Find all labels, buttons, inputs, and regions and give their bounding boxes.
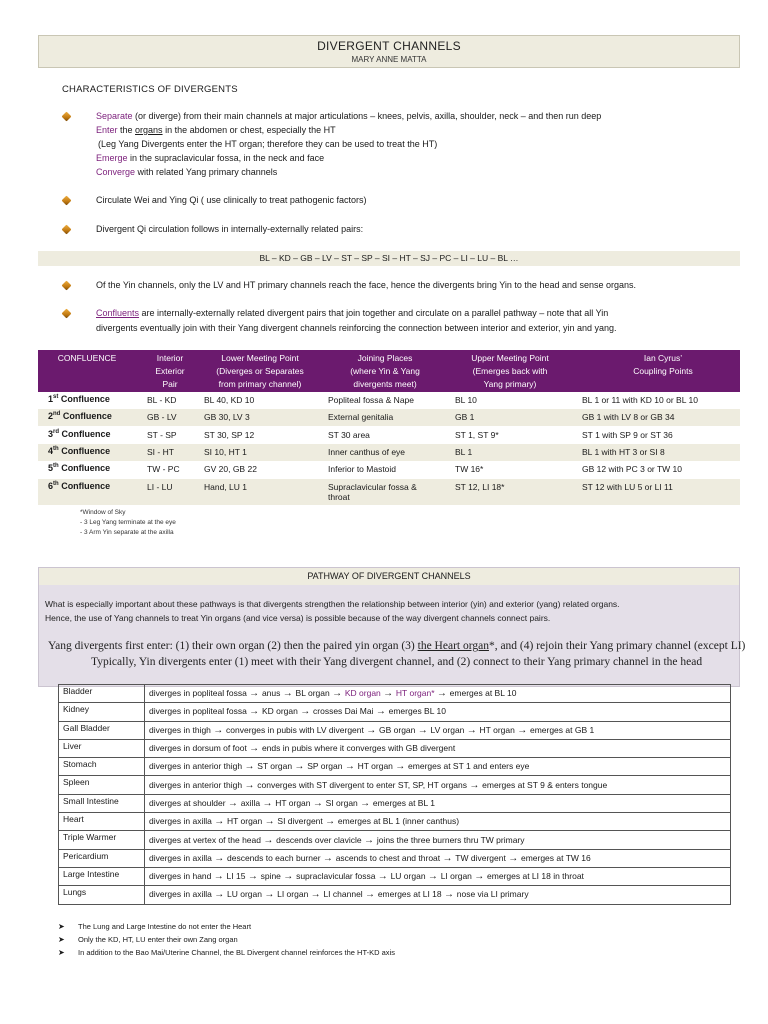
confluence-label <box>48 411 112 421</box>
bullet-icon <box>62 309 72 319</box>
page-title: DIVERGENT CHANNELS <box>317 39 461 53</box>
confluence-lower: BL 40, KD 10 <box>204 395 255 405</box>
header-coupling <box>598 352 728 378</box>
channel-pathway <box>145 867 731 885</box>
arrow-right-icon: → <box>213 724 227 736</box>
pathway-step: descends over clavicle <box>276 834 365 845</box>
confluence-ordinal: th <box>53 463 59 470</box>
confluence-number: 1 <box>48 394 54 404</box>
bullet-icon <box>62 225 72 235</box>
channel-name: Kidney <box>59 703 145 721</box>
arrow-right-icon: → <box>366 724 379 736</box>
confluence-ordinal: nd <box>53 411 61 418</box>
bullet-icon <box>62 112 72 122</box>
pathway-step: supraclavicular fossa <box>296 871 378 882</box>
arrow-right-icon: → <box>249 688 262 700</box>
confluence-pair: GB - LV <box>147 412 177 423</box>
footer-note-1 <box>58 922 251 931</box>
confluence-joining: External genitalia <box>328 412 394 423</box>
pathway-step: SI divergent <box>277 816 326 827</box>
header-lower-line1: Lower Meeting Point <box>221 353 299 363</box>
confluents-term: Confluents <box>96 308 140 318</box>
channel-row <box>59 813 731 831</box>
arrow-right-icon: → <box>360 797 373 809</box>
arrow-right-icon: → <box>474 871 488 883</box>
pathway-paragraph-1: What is especially important about these pathways is that divergents strengthen the relationship between interior (yin) and exterior (yang) related organs. <box>45 599 620 609</box>
pathway-step: diverges in dorsum of foot <box>149 743 250 754</box>
pathway-step: LI channel <box>323 889 366 900</box>
pathway-step: emerges BL 10 <box>388 706 446 717</box>
pathway-step: ends in pubis where it converges with GB divergent <box>261 743 456 754</box>
arrow-right-icon: → <box>213 871 227 883</box>
channel-pathway <box>145 831 731 849</box>
channel-name: Pericardium <box>59 849 145 867</box>
pathway-step: nose via LI primary <box>456 889 529 900</box>
yang-statement-a: Yang divergents first enter: (1) their own organ (2) then the paired yin organ (3) <box>48 640 418 652</box>
pathway-step: diverges in thigh <box>149 724 214 735</box>
channel-row <box>59 721 731 739</box>
header-pair <box>136 352 204 391</box>
confluence-label <box>48 394 110 404</box>
footer-text-2: Only the KD, HT, LU enter their own Zang organ <box>78 935 238 944</box>
chevron-icon: ➤ <box>58 922 65 931</box>
confluence-word: Confluence <box>58 394 110 404</box>
separate-term: Separate <box>96 111 133 121</box>
header-upper-line1: Upper Meeting Point <box>471 353 549 363</box>
channel-row <box>59 776 731 794</box>
arrow-right-icon: → <box>283 871 297 883</box>
pathway-step: emerges at BL 1 <box>372 797 435 808</box>
channel-name: Liver <box>59 739 145 757</box>
confluence-word: Confluence <box>58 445 111 456</box>
confluents-text: are internally-externally related divergent pairs that join together and circulate on a parallel pathway – note that all Yin <box>139 308 609 318</box>
confluence-upper: ST 1, ST 9* <box>455 429 499 440</box>
pathway-step: diverges in axilla <box>149 889 215 900</box>
arrow-right-icon: → <box>365 889 378 901</box>
pathway-paragraph-2: Hence, the use of Yang channels to treat Yin organs (and vice versa) is possible because of the way divergent channels connect pairs. <box>45 613 551 623</box>
confluence-joining: ST 30 area <box>328 429 370 440</box>
confluence-number: 5 <box>48 463 54 474</box>
arrow-right-icon: → <box>244 761 258 773</box>
arrow-right-icon: → <box>517 724 530 736</box>
confluents-line <box>96 308 608 318</box>
channel-row <box>59 758 731 776</box>
header-pair-line3: Pair <box>162 379 178 389</box>
confluence-table-header <box>38 350 740 392</box>
arrow-right-icon: → <box>375 706 389 718</box>
enter-term: Enter <box>96 125 118 135</box>
pathway-step: LU organ <box>390 871 428 882</box>
confluence-notes <box>80 508 176 538</box>
pathway-step: crosses Dai Mai <box>313 706 376 717</box>
header-upper-line3: Yang primary) <box>483 379 537 389</box>
title-box <box>38 35 740 68</box>
channel-row <box>59 739 731 757</box>
bullet-icon <box>62 196 72 206</box>
author-name: MARY ANNE MATTA <box>351 55 427 64</box>
confluence-word: Confluence <box>58 480 111 491</box>
pathway-step: HT organ <box>275 797 313 808</box>
arrow-right-icon: → <box>244 779 258 791</box>
header-joining <box>330 352 440 391</box>
enter-text: in the abdomen or chest, especially the HT <box>162 125 336 135</box>
channel-pathway <box>145 685 731 703</box>
confluence-upper: BL 10 <box>455 395 477 405</box>
note-leg-yang: - 3 Leg Yang terminate at the eye <box>80 519 176 526</box>
pathway-step: KD organ <box>261 706 301 717</box>
footer-note-3 <box>58 948 395 957</box>
confluence-upper: GB 1 <box>455 412 475 423</box>
confluence-lower: ST 30, SP 12 <box>204 429 255 440</box>
pathway-step: HT organ* <box>395 688 437 699</box>
pathway-step: diverges in anterior thigh <box>149 761 245 772</box>
confluence-joining: Inferior to Mastoid <box>328 464 397 475</box>
channel-row <box>59 831 731 849</box>
pathway-step: LI organ <box>277 889 311 900</box>
arrow-right-icon: → <box>322 852 336 864</box>
arrow-right-icon: → <box>312 797 326 809</box>
footer-text-3: In addition to the Bao Mai/Uterine Channel, the BL Divergent channel reinforces the HT-KD axis <box>78 948 395 957</box>
channel-name: Lungs <box>59 886 145 904</box>
pathway-step: emerges at LI 18 in throat <box>487 871 584 882</box>
pathway-step: emerges at TW 16 <box>520 852 591 863</box>
channel-pathway <box>145 776 731 794</box>
confluence-upper: TW 16* <box>455 464 484 475</box>
confluence-joining-line2: throat <box>328 491 350 502</box>
arrow-right-icon: → <box>344 761 358 773</box>
channel-pathway <box>145 758 731 776</box>
channel-pathway <box>145 721 731 739</box>
channel-name: Triple Warmer <box>59 831 145 849</box>
confluence-number: 2 <box>48 411 54 422</box>
pathway-step: anus <box>261 688 283 699</box>
confluence-label <box>48 429 111 439</box>
arrow-right-icon: → <box>466 724 480 736</box>
confluence-row <box>38 479 740 505</box>
header-coupling-line2: Coupling Points <box>633 366 693 376</box>
confluence-number: 6 <box>48 480 54 491</box>
pathway-step: diverges in popliteal fossa <box>149 688 250 699</box>
chevron-icon: ➤ <box>58 935 65 944</box>
confluence-joining: Inner canthus of eye <box>328 446 406 457</box>
pathway-step: diverges in axilla <box>149 852 215 863</box>
separate-line <box>96 111 601 121</box>
confluence-joining: Supraclavicular fossa & throat <box>328 481 417 502</box>
header-lower-line2: (Diverges or Separates <box>216 366 304 376</box>
channel-row <box>59 685 731 703</box>
arrow-right-icon: → <box>214 852 227 864</box>
channel-pathway-table <box>58 684 731 905</box>
arrow-right-icon: → <box>310 889 324 901</box>
pathway-step: KD organ <box>344 688 384 699</box>
confluence-pair: BL - KD <box>147 395 177 405</box>
confluence-lower: GV 20, GB 22 <box>204 464 257 475</box>
channel-name: Gall Bladder <box>59 721 145 739</box>
enter-mid: the <box>117 125 136 135</box>
channel-sequence: BL – KD – GB – LV – ST – SP – SI – HT – SJ – PC – LI – LU – BL … <box>38 251 740 266</box>
yang-divergents-statement <box>48 640 745 652</box>
arrow-right-icon: → <box>383 688 396 700</box>
confluence-ordinal: th <box>53 445 59 452</box>
pathway-step: diverges in axilla <box>149 816 215 827</box>
pathway-step: diverges at vertex of the head <box>149 834 264 845</box>
channel-name: Spleen <box>59 776 145 794</box>
confluence-row <box>38 461 740 478</box>
confluence-ordinal: th <box>53 480 59 487</box>
header-lower-line3: from primary channel) <box>218 379 302 389</box>
confluence-row <box>38 409 740 426</box>
pathway-step: emerges at LI 18 <box>377 889 444 900</box>
pathway-step: TW divergent <box>455 852 509 863</box>
pathway-step: diverges in hand <box>149 871 214 882</box>
pathway-step: diverges in anterior thigh <box>149 779 245 790</box>
confluence-ordinal: st <box>53 394 59 400</box>
arrow-right-icon: → <box>263 834 277 846</box>
pathway-step: descends to each burner <box>226 852 323 863</box>
characteristics-heading: CHARACTERISTICS OF DIVERGENTS <box>62 84 238 95</box>
channel-name: Heart <box>59 813 145 831</box>
pathway-step: BL organ <box>295 688 333 699</box>
channel-name: Bladder <box>59 685 145 703</box>
converge-term: Converge <box>96 167 136 177</box>
arrow-right-icon: → <box>469 779 483 791</box>
yang-statement-heart: the Heart organ <box>417 640 489 652</box>
confluence-label <box>48 446 110 456</box>
arrow-right-icon: → <box>294 761 308 773</box>
header-joining-line2: (where Yin & Yang <box>350 366 420 376</box>
emerge-text: in the supraclavicular fossa, in the neck and face <box>127 153 325 163</box>
header-coupling-line1: Ian Cyrus’ <box>643 353 683 363</box>
arrow-right-icon: → <box>249 743 262 755</box>
arrow-right-icon: → <box>364 834 377 846</box>
arrow-right-icon: → <box>417 724 431 736</box>
channel-row <box>59 886 731 904</box>
confluence-coupling: ST 1 with SP 9 or ST 36 <box>582 429 673 440</box>
header-lower-meeting <box>200 352 320 391</box>
arrow-right-icon: → <box>214 816 227 828</box>
pathway-step: emerges at BL 1 (inner canthus) <box>337 816 460 827</box>
channel-row <box>59 794 731 812</box>
chevron-icon: ➤ <box>58 948 65 957</box>
arrow-right-icon: → <box>442 852 456 864</box>
pathway-step: converges in pubis with LV divergent <box>226 724 367 735</box>
confluence-ordinal: rd <box>53 428 60 435</box>
pathway-title: PATHWAY OF DIVERGENT CHANNELS <box>39 568 739 585</box>
confluence-upper: BL 1 <box>455 446 473 457</box>
arrow-right-icon: → <box>214 889 227 901</box>
channel-row <box>59 849 731 867</box>
qi-circulation-line: Divergent Qi circulation follows in internally-externally related pairs: <box>96 224 364 234</box>
pathway-step: HT organ <box>479 724 518 735</box>
pathway-step: axilla <box>240 797 263 808</box>
confluence-lower: SI 10, HT 1 <box>204 446 247 457</box>
arrow-right-icon: → <box>332 688 345 700</box>
header-pair-line2: Exterior <box>155 366 185 376</box>
confluence-coupling: BL 1 or 11 with KD 10 or BL 10 <box>582 395 698 405</box>
pathway-step: HT organ <box>226 816 265 827</box>
channel-pathway <box>145 886 731 904</box>
header-pair-line1: Interior <box>156 353 184 363</box>
channel-name: Small Intestine <box>59 794 145 812</box>
note-arm-yin: - 3 Arm Yin separate at the axilla <box>80 529 174 536</box>
pathway-step: spine <box>260 871 284 882</box>
pathway-step: diverges in popliteal fossa <box>149 706 250 717</box>
header-confluence: CONFLUENCE <box>57 353 117 363</box>
header-joining-line1: Joining Places <box>357 353 413 363</box>
confluence-word: Confluence <box>60 411 112 422</box>
arrow-right-icon: → <box>377 871 391 883</box>
pathway-step: HT organ <box>357 761 396 772</box>
yin-divergents-statement: Typically, Yin divergents enter (1) meet with their Yang divergent channel, and (2) connect to their Yang primary channel in the head <box>91 656 703 668</box>
arrow-right-icon: → <box>262 797 276 809</box>
confluence-coupling: GB 12 with PC 3 or TW 10 <box>582 464 682 475</box>
header-joining-line3: divergents meet) <box>353 379 417 389</box>
arrow-right-icon: → <box>300 706 314 718</box>
confluence-label <box>48 463 110 473</box>
channel-name: Stomach <box>59 758 145 776</box>
channel-pathway <box>145 849 731 867</box>
separate-text: (or diverge) from their main channels at major articulations – knees, pelvis, axilla, shoulder, neck – and then run deep <box>132 111 602 121</box>
converge-line <box>96 167 277 177</box>
footer-text-1: The Lung and Large Intestine do not enter the Heart <box>78 922 252 931</box>
confluence-upper: ST 12, LI 18* <box>455 481 505 492</box>
confluence-number: 3 <box>48 428 54 439</box>
channel-pathway <box>145 739 731 757</box>
arrow-right-icon: → <box>395 761 409 773</box>
confluence-pair: SI - HT <box>147 446 174 457</box>
confluence-lower: GB 30, LV 3 <box>204 412 250 423</box>
emerge-line <box>96 153 324 163</box>
confluence-label <box>48 481 110 491</box>
arrow-right-icon: → <box>249 706 262 718</box>
note-window-of-sky: *Window of Sky <box>80 509 126 516</box>
arrow-right-icon: → <box>227 797 241 809</box>
confluence-word: Confluence <box>59 428 111 439</box>
arrow-right-icon: → <box>508 852 521 864</box>
confluence-coupling: GB 1 with LV 8 or GB 34 <box>582 412 675 423</box>
confluence-row <box>38 427 740 444</box>
circulate-line: Circulate Wei and Ying Qi ( use clinically to treat pathogenic factors) <box>96 195 367 205</box>
arrow-right-icon: → <box>436 688 450 700</box>
channel-row <box>59 703 731 721</box>
confluents-line-2: divergents eventually join with their Yang divergent channels reinforcing the connection between interior and exterior, yin and yang. <box>96 323 617 333</box>
pathway-step: ST organ <box>257 761 295 772</box>
confluence-lower: Hand, LU 1 <box>204 481 247 492</box>
arrow-right-icon: → <box>247 871 261 883</box>
confluence-word: Confluence <box>58 463 111 474</box>
confluence-pair: ST - SP <box>147 429 177 440</box>
confluence-number: 4 <box>48 445 54 456</box>
arrow-right-icon: → <box>325 816 338 828</box>
pathway-step: emerges at ST 1 and enters eye <box>408 761 530 772</box>
arrow-right-icon: → <box>282 688 296 700</box>
arrow-right-icon: → <box>264 889 278 901</box>
pathway-step: LI 15 <box>226 871 248 882</box>
pathway-step: converges with ST divergent to enter ST, SP, HT organs <box>257 779 470 790</box>
pathway-step: emerges at GB 1 <box>529 724 595 735</box>
pathway-step: LV organ <box>430 724 467 735</box>
emerge-term: Emerge <box>96 153 128 163</box>
confluence-pair: LI - LU <box>147 481 173 492</box>
yang-statement-c: *, and (4) rejoin their Yang primary channel (except LI) <box>488 640 746 652</box>
channel-row <box>59 867 731 885</box>
channel-pathway <box>145 794 731 812</box>
pathway-step: LI organ <box>440 871 475 882</box>
leg-yang-note: (Leg Yang Divergents enter the HT organ; therefore they can be used to treat the HT) <box>98 139 438 149</box>
pathway-step: joins the three burners thru TW primary <box>376 834 525 845</box>
confluence-coupling: BL 1 with HT 3 or SI 8 <box>582 446 665 457</box>
confluence-row <box>38 444 740 461</box>
enter-organs: organs <box>135 125 163 135</box>
pathway-step: ascends to chest and throat <box>335 852 443 863</box>
channel-pathway <box>145 813 731 831</box>
pathway-step: diverges at shoulder <box>149 797 228 808</box>
channel-name: Large Intestine <box>59 867 145 885</box>
confluence-coupling: ST 12 with LU 5 or LI 11 <box>582 481 673 492</box>
pathway-step: GB organ <box>379 724 418 735</box>
footer-note-2 <box>58 935 238 944</box>
arrow-right-icon: → <box>443 889 457 901</box>
arrow-right-icon: → <box>427 871 441 883</box>
confluence-joining: Popliteal fossa & Nape <box>328 395 414 405</box>
pathway-step: emerges at BL 10 <box>449 688 517 699</box>
channel-pathway <box>145 703 731 721</box>
pathway-step: LU organ <box>226 889 265 900</box>
pathway-panel <box>38 567 746 687</box>
pathway-step: SP organ <box>307 761 345 772</box>
header-upper-line2: (Emerges back with <box>472 366 548 376</box>
header-upper-meeting <box>450 352 570 391</box>
yin-channels-line: Of the Yin channels, only the LV and HT primary channels reach the face, hence the divergents bring Yin to the head and sense organs. <box>96 280 637 290</box>
confluence-pair: TW - PC <box>147 464 180 475</box>
confluence-row <box>38 392 740 409</box>
pathway-step: SI organ <box>325 797 361 808</box>
bullet-icon <box>62 281 72 291</box>
converge-text: with related Yang primary channels <box>135 167 278 177</box>
arrow-right-icon: → <box>264 816 278 828</box>
enter-line <box>96 125 336 135</box>
pathway-step: emerges at ST 9 & enters tongue <box>482 779 608 790</box>
